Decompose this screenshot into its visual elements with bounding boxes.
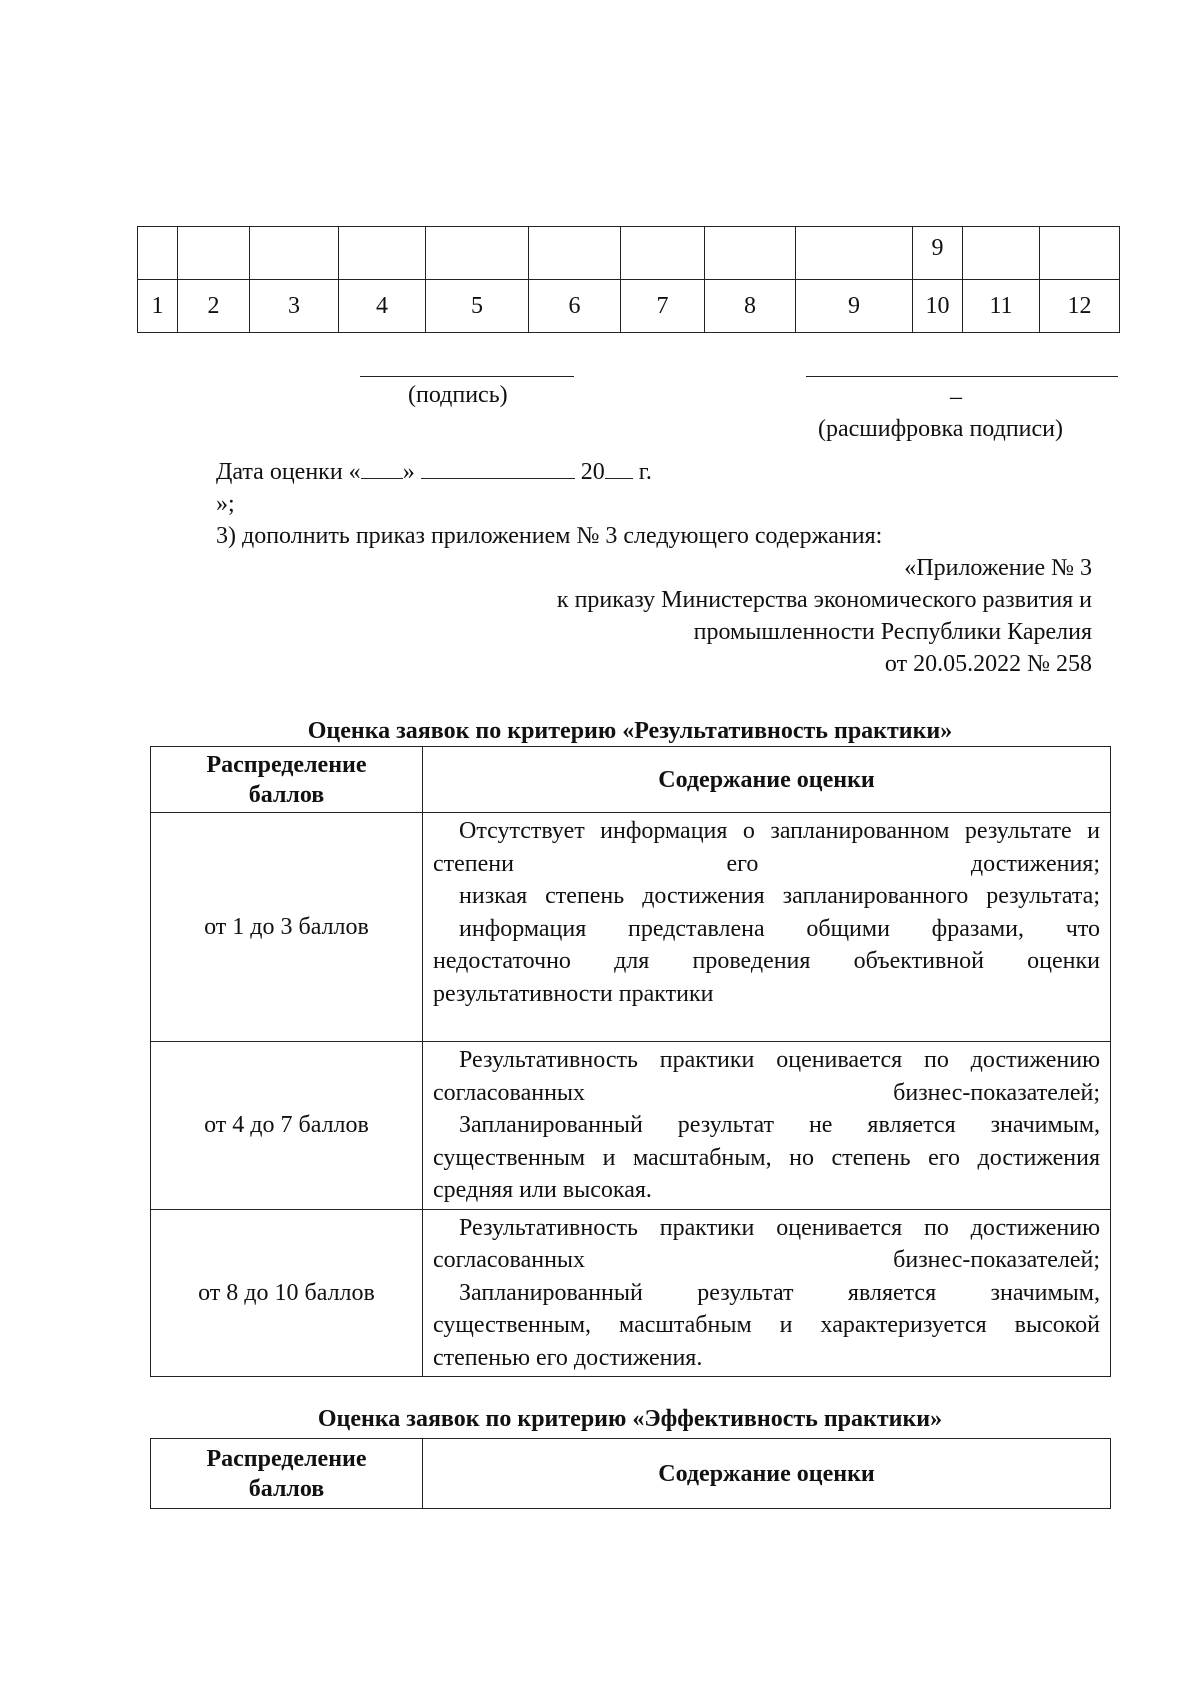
paragraph: Результативность практики оценивается по достижению согласованных бизнес-показателей; — [433, 1047, 1100, 1106]
table-row — [151, 813, 1111, 1042]
table-row — [151, 1042, 1111, 1210]
date-line-year: 20 — [574, 459, 605, 485]
header-evaluation-content: Содержание оценки — [423, 1439, 1111, 1509]
signature-decode-line — [806, 376, 1118, 377]
table-cell: 9 — [796, 280, 913, 333]
paragraph: низкая степень достижения запланированного результата; — [459, 883, 1100, 909]
table-cell — [1040, 227, 1120, 280]
appendix-line-3: промышленности Республики Карелия — [693, 619, 1092, 645]
table-cell — [963, 227, 1040, 280]
table-cell — [138, 227, 178, 280]
signature-underscore: _ — [950, 376, 962, 402]
table-header-row — [151, 747, 1111, 813]
table-cell — [796, 227, 913, 280]
table-cell — [178, 227, 250, 280]
table-cell: 3 — [250, 280, 339, 333]
table-cell: 12 — [1040, 280, 1120, 333]
table1-caption: Оценка заявок по критерию «Результативность практики» — [307, 718, 953, 744]
signature-label: (подпись) — [408, 382, 508, 408]
table-row — [151, 1209, 1111, 1377]
table-cell — [339, 227, 426, 280]
paragraph: Отсутствует информация о запланированном результате и степени его достижения; — [433, 818, 1100, 877]
paragraph: Запланированный результат не является значимым, существенным и масштабным, но степень его достижения средняя или высокая. — [433, 1112, 1100, 1203]
date-line-mid: » — [402, 459, 421, 485]
table-cell: 5 — [426, 280, 529, 333]
date-line — [216, 456, 652, 487]
score-range: от 4 до 7 баллов — [151, 1042, 423, 1210]
date-line-suffix: г. — [632, 459, 652, 485]
table2-caption: Оценка заявок по критерию «Эффективность практики» — [317, 1406, 943, 1432]
header-line: баллов — [248, 781, 325, 808]
paragraph: Результативность практики оценивается по достижению согласованных бизнес-показателей; — [433, 1214, 1100, 1273]
date-year-blank — [605, 456, 633, 479]
signature-decode-label: (расшифровка подписи) — [818, 416, 1063, 442]
score-range: от 8 до 10 баллов — [151, 1209, 423, 1377]
paragraph: информация представлена общими фразами, что недостаточно для проведения объективной оценки результативности практики — [433, 915, 1100, 1007]
evaluation-text — [423, 1209, 1111, 1377]
closing-quote: »; — [216, 491, 235, 517]
table-cell — [250, 227, 339, 280]
header-score-distribution — [151, 1439, 423, 1509]
header-score-distribution — [151, 747, 423, 813]
table-cell — [621, 227, 705, 280]
criteria-table-practice-efficiency — [150, 1438, 1111, 1509]
appendix-line-2: к приказу Министерства экономического развития и — [556, 587, 1092, 613]
paragraph: Запланированный результат является значимым, существенным, масштабным и характеризуется высокой степенью его достижения. — [433, 1279, 1100, 1371]
date-day-blank — [361, 456, 403, 479]
score-range: от 1 до 3 баллов — [151, 813, 423, 1042]
table-header-row — [151, 1439, 1111, 1509]
order-item-3: 3) дополнить приказ приложением № 3 следующего содержания: — [216, 523, 883, 549]
evaluation-text — [423, 1042, 1111, 1210]
table-cell: 10 — [913, 280, 963, 333]
date-line-prefix: Дата оценки « — [216, 459, 361, 485]
header-line: Распределение — [206, 1445, 367, 1472]
table-cell: 8 — [705, 280, 796, 333]
table-cell: 7 — [621, 280, 705, 333]
table-cell: 9 — [913, 227, 963, 280]
numbered-table — [137, 226, 1120, 333]
evaluation-text — [423, 813, 1111, 1042]
date-month-blank — [421, 456, 575, 479]
appendix-line-4: от 20.05.2022 № 258 — [884, 651, 1092, 677]
numbered-table-row-1 — [138, 227, 1120, 280]
numbered-table-row-2 — [138, 280, 1120, 333]
table-cell: 2 — [178, 280, 250, 333]
table-cell: 11 — [963, 280, 1040, 333]
criteria-table-effectiveness-result — [150, 746, 1111, 1377]
table-cell — [705, 227, 796, 280]
appendix-line-1: «Приложение № 3 — [904, 555, 1092, 581]
header-evaluation-content: Содержание оценки — [423, 747, 1111, 813]
table-cell — [529, 227, 621, 280]
table-cell: 4 — [339, 280, 426, 333]
signature-line — [360, 376, 574, 377]
table-cell: 6 — [529, 280, 621, 333]
header-line: Распределение — [206, 751, 367, 778]
table-cell: 1 — [138, 280, 178, 333]
table-cell — [426, 227, 529, 280]
header-line: баллов — [248, 1475, 325, 1502]
